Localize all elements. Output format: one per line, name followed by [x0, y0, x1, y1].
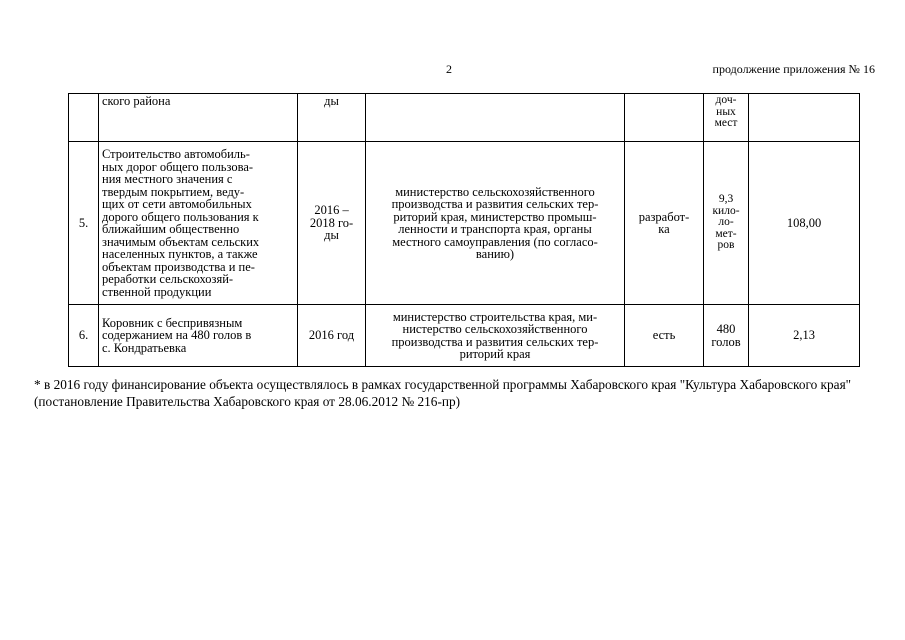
design-docs: есть — [625, 305, 704, 367]
responsible — [366, 94, 625, 142]
period: 2016 год — [298, 305, 366, 367]
design-docs: разработ- ка — [625, 142, 704, 305]
row-number — [69, 94, 99, 142]
responsible: министерство сельскохозяйственного производства и развития сельских тер- риторий края, министерство промыш- ленности и транспорта края, органы местного самоуправления (по согласо- ванию) — [366, 142, 625, 305]
design-docs — [625, 94, 704, 142]
period: ды — [298, 94, 366, 142]
object-name: ского района — [99, 94, 298, 142]
footnote: * в 2016 году финансирование объекта осуществлялось в рамках государственной программы Хабаровского края "Культура Хабаровского края" (постановление Правительства Хабаровского края от 28.06.2012 № 216-пр) — [34, 377, 852, 409]
period: 2016 – 2018 го- ды — [298, 142, 366, 305]
table-row — [69, 305, 860, 367]
cost: 108,00 — [749, 142, 860, 305]
capacity: доч- ных мест — [704, 94, 749, 142]
continuation-label: продолжение приложения № 16 — [712, 62, 875, 76]
object-name: Строительство автомобиль- ных дорог общего пользова- ния местного значения с твердым покрытием, веду- щих от сети автомобильных дорого общего пользования к ближайшим общественно значимым объектам сельских населенных пунктов, а также объектам производства и пе- реработки сельскохозяй- ственной продукции — [99, 142, 298, 305]
row-number: 6. — [69, 305, 99, 367]
cost: 2,13 — [749, 305, 860, 367]
capacity: 9,3 кило- ло- мет- ров — [704, 142, 749, 305]
table-row — [69, 94, 860, 142]
table-row — [69, 142, 860, 305]
cost — [749, 94, 860, 142]
capacity: 480 голов — [704, 305, 749, 367]
object-name: Коровник с беспривязным содержанием на 480 голов в с. Кондратьевка — [99, 305, 298, 367]
responsible: министерство строительства края, ми- нистерство сельскохозяйственного производства и развития сельских тер- риторий края — [366, 305, 625, 367]
row-number: 5. — [69, 142, 99, 305]
page-number: 2 — [446, 62, 452, 76]
objects-table — [68, 93, 860, 367]
